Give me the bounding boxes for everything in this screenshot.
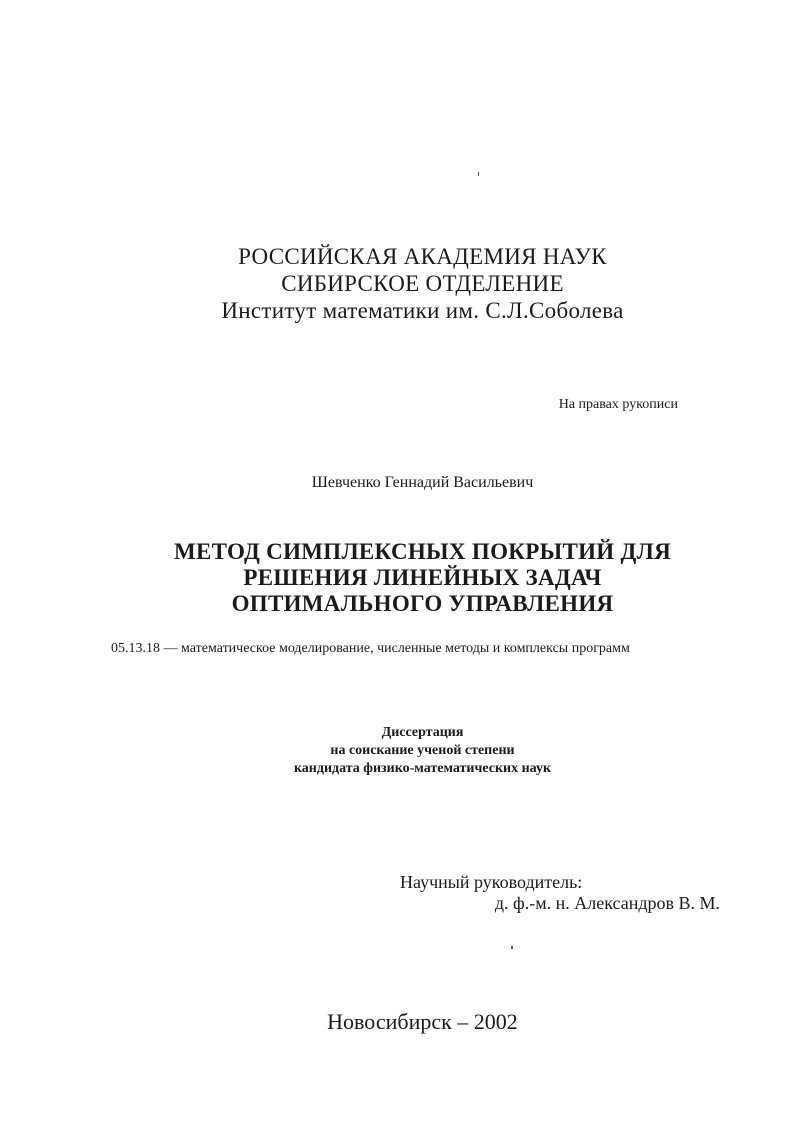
scan-speck [478,172,479,176]
dissertation-degree-line: на соискание ученой степени [330,743,515,758]
dissertation-label: Диссертация [381,725,464,740]
specialty-code: 05.13.18 — математическое моделирование, численные методы и комплексы программ [111,641,630,656]
institution-branch: СИБИРСКОЕ ОТДЕЛЕНИЕ [281,271,564,296]
institution-academy: РОССИЙСКАЯ АКАДЕМИЯ НАУК [238,244,607,269]
thesis-title-line-1: МЕТОД СИМПЛЕКСНЫХ ПОКРЫТИЙ ДЛЯ [173,539,672,564]
scan-speck [511,946,513,949]
supervisor-label: Научный руководитель: [400,872,583,892]
author-name: Шевченко Геннадий Васильевич [311,474,534,491]
dissertation-field-line: кандидата физико-математических наук [293,761,552,776]
rights-note: На правах рукописи [558,397,678,412]
supervisor-name: д. ф.-м. н. Александров В. М. [494,893,720,913]
thesis-title-line-3: ОПТИМАЛЬНОГО УПРАВЛЕНИЯ [231,591,614,616]
thesis-title-line-2: РЕШЕНИЯ ЛИНЕЙНЫХ ЗАДАЧ [243,565,602,590]
institution-institute: Институт математики им. С.Л.Соболева [221,298,624,323]
city-year: Новосибирск – 2002 [327,1009,518,1034]
